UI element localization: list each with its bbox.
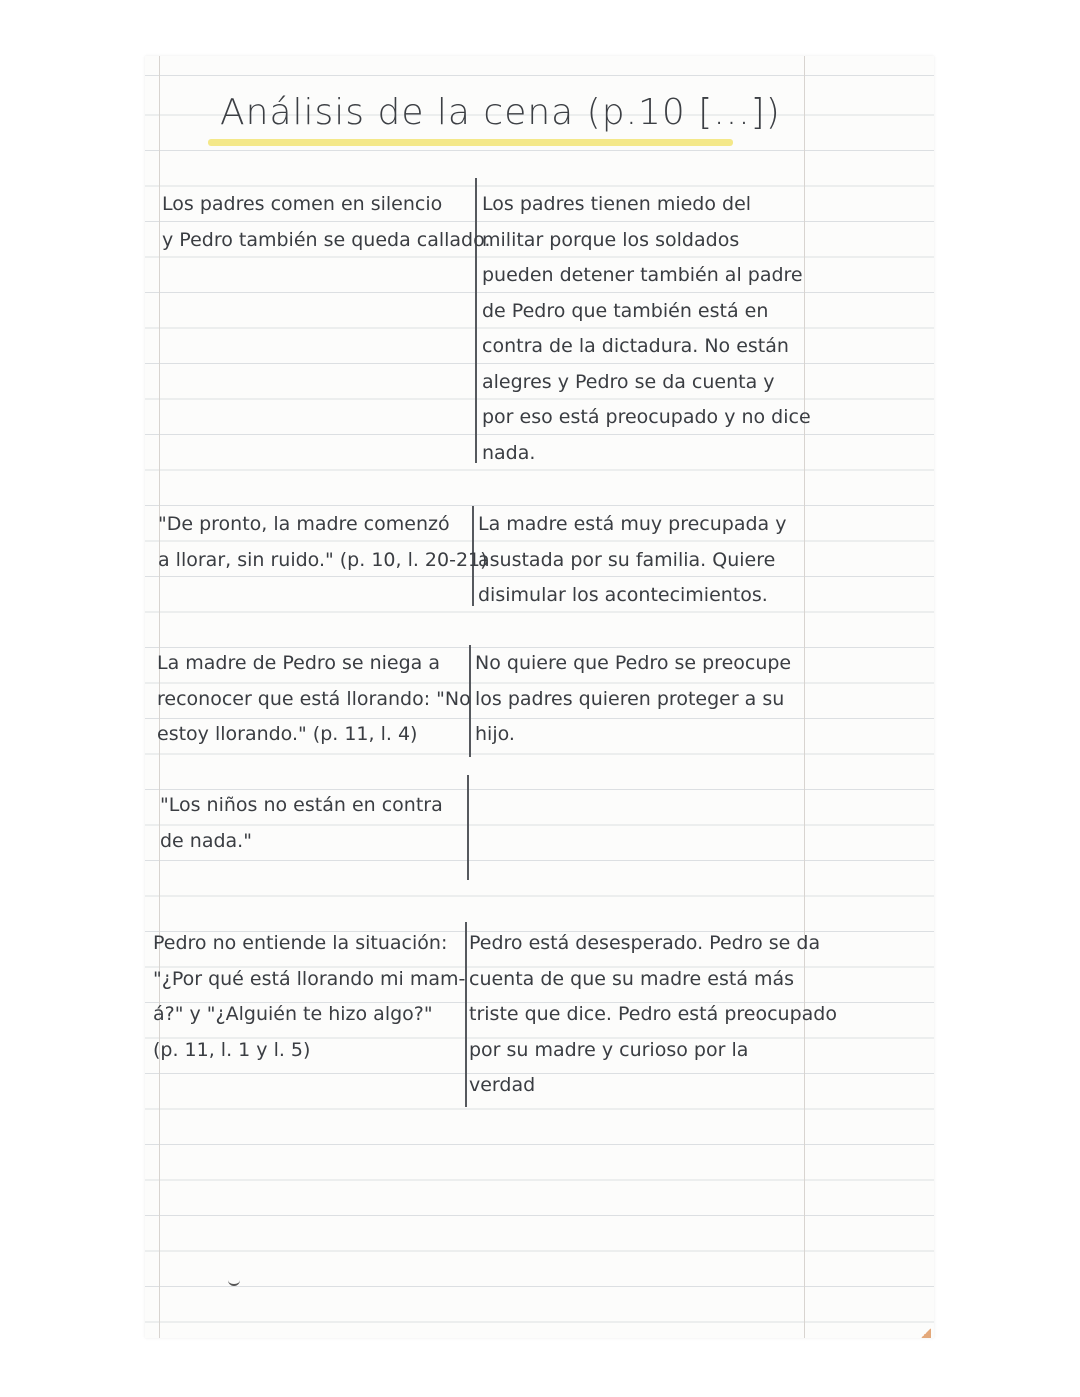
page-title: Análisis de la cena (p.10 [...]): [220, 92, 781, 133]
row-4-quote: "Los niños no están en contra de nada.": [160, 794, 443, 852]
column-divider-4: [467, 775, 469, 880]
row-3-analysis: No quiere que Pedro se preocupe los padres quieren proteger a su hijo.: [475, 652, 792, 745]
row-2-analysis: La madre está muy precupada y asustada por su familia. Quiere disimular los acontecimientos.: [478, 513, 787, 606]
row-2-quote: "De pronto, la madre comenzó a llorar, sin ruido." (p. 10, l. 20-21): [158, 513, 488, 571]
row-3-quote: La madre de Pedro se niega a reconocer que está llorando: "No estoy llorando." (p. 11, l. 4): [157, 652, 471, 745]
row-5-analysis: Pedro está desesperado. Pedro se da cuenta de que su madre está más triste que dice. Pedro está preocupado por su madre y curioso por la verdad: [469, 932, 837, 1096]
page-corner-mark: [921, 1328, 931, 1338]
row-1-analysis: Los padres tienen miedo del militar porque los soldados pueden detener también al padre de Pedro que también está en contra de la dictadura. No están alegres y Pedro se da cuenta y por eso está preocupado y no dice nada.: [482, 193, 811, 464]
title-highlight: [208, 139, 733, 146]
row-1-quote: Los padres comen en silencio y Pedro también se queda callado.: [162, 193, 491, 251]
row-5-quote: Pedro no entiende la situación: "¿Por qué está llorando mi mam- á?" y "¿Alguién te hizo algo?" (p. 11, l. 1 y l. 5): [153, 932, 466, 1061]
